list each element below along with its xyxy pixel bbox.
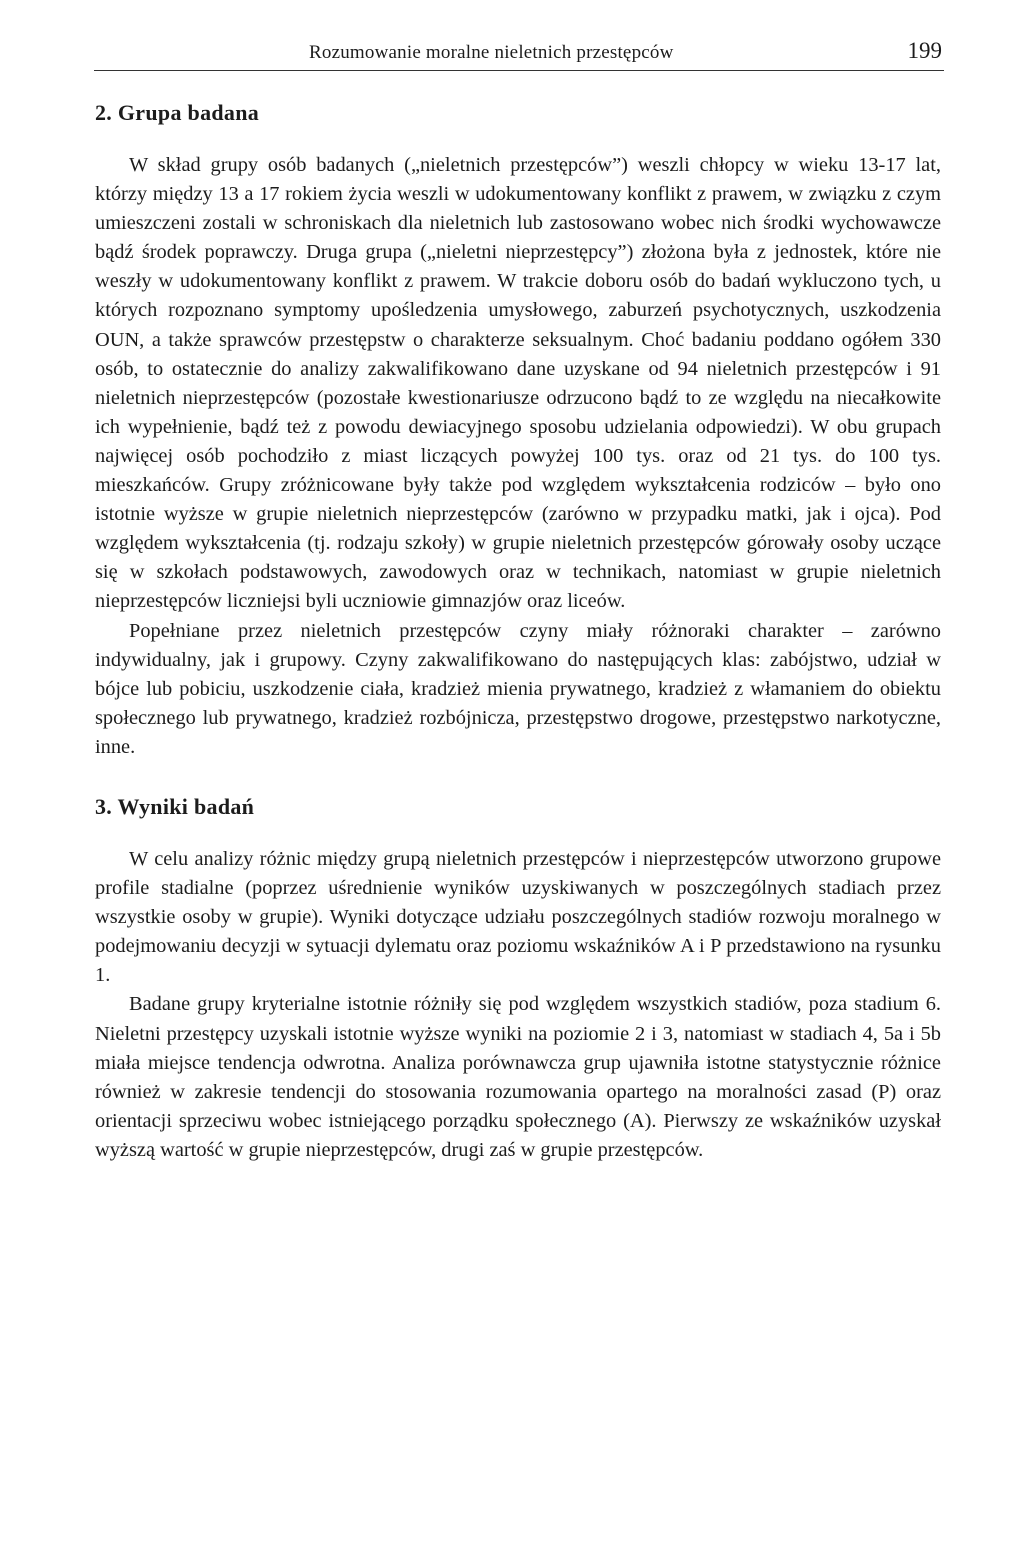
page-number: 199 [907, 38, 942, 63]
body-paragraph: Badane grupy kryterialne istotnie różniły się pod względem wszystkich stadiów, poza stadium 6. Nieletni przestępcy uzyskali istotnie wyższe wyniki na poziomie 2 i 3, natomiast w stadiach 4, 5a i 5b miała miejsce tendencja odwrotna. Analiza porównawcza grup ujawniła istotne statystycznie różnice również w zakresie tendencji do stosowania rozumowania opartego na moralności zasad (P) oraz orientacji sprzeciwu wobec istniejącego porządku społecznego (A). Pierwszy ze wskaźników uzyskał wyższą wartość w grupie nieprzestępców, drugi zaś w grupie przestępców. [95, 993, 941, 1161]
section-heading-grupa-badana: 2. Grupa badana [95, 100, 260, 125]
body-paragraph: Popełniane przez nieletnich przestępców czyny miały różnoraki charakter – zarówno indywidualny, jak i grupowy. Czyny zakwalifikowano do następujących klas: zabójstwo, udział w bójce lub pobiciu, uszkodzenie ciała, kradzież mienia prywatnego, kradzież z włamaniem do obiektu społecznego lub prywatnego, kradzież rozbójnicza, przestępstwo drogowe, przestępstwo narkotyczne, inne. [95, 619, 941, 758]
running-title: Rozumowanie moralne nieletnich przestępców [309, 42, 674, 63]
body-paragraph: W celu analizy różnic między grupą nieletnich przestępców i nieprzestępców utworzono grupowe profile stadialne (poprzez uśrednienie wyników uzyskiwanych w poszczególnych stadiach przez wszystkie osoby w grupie). Wyniki dotyczące udziału poszczególnych stadiów rozwoju moralnego w podejmowaniu decyzji w sytuacji dylematu oraz poziomu wskaźników A i P przedstawiono na rysunku 1. [95, 847, 941, 987]
section-heading-wyniki-badan: 3. Wyniki badań [95, 793, 255, 819]
running-header [94, 40, 944, 71]
page-body [95, 98, 941, 1165]
body-paragraph: W skład grupy osób badanych („nieletnich przestępców”) weszli chłopcy w wieku 13-17 lat, którzy między 13 a 17 rokiem życia weszli w udokumentowany konflikt z prawem, w związku z czym umieszczeni zostali w schroniskach dla nieletnich lub zastosowano wobec nich środki wychowawcze bądź środek poprawczy. Druga grupa („nieletni nieprzestępcy”) złożona była z jednostek, które nie weszły w udokumentowany konflikt z prawem. W trakcie doboru osób do badań wykluczono tych, u których rozpoznano symptomy upośledzenia umysłowego, zaburzeń psychotycznych, uszkodzenia OUN, a także sprawców przestępstw o charakterze seksualnym. Choć badaniu poddano ogółem 330 osób, to ostatecznie do analizy zakwalifikowano dane uzyskane od 94 nieletnich przestępców i 91 nieletnich nieprzestępców (pozostałe kwestionariusze odrzucono bądź to ze względu na niecałkowite ich wypełnienie, bądź też z powodu dewiacyjnego sposobu udzielania odpowiedzi). W obu grupach najwięcej osób pochodziło z miast liczących powyżej 100 tys. oraz od 21 tys. do 100 tys. mieszkańców. Grupy zróżnicowane były także pod względem wykształcenia rodziców – było ono istotnie wyższe w grupie nieletnich nieprzestępców (zarówno w przypadku matki, jak i ojca). Pod względem wykształcenia (tj. rodzaju szkoły) w grupie nieletnich przestępców górowały osoby uczące się w szkołach podstawowych, zawodowych oraz w technikach, natomiast w grupie nieletnich nieprzestępców liczniejsi byli uczniowie gimnazjów oraz liceów. [95, 154, 941, 613]
